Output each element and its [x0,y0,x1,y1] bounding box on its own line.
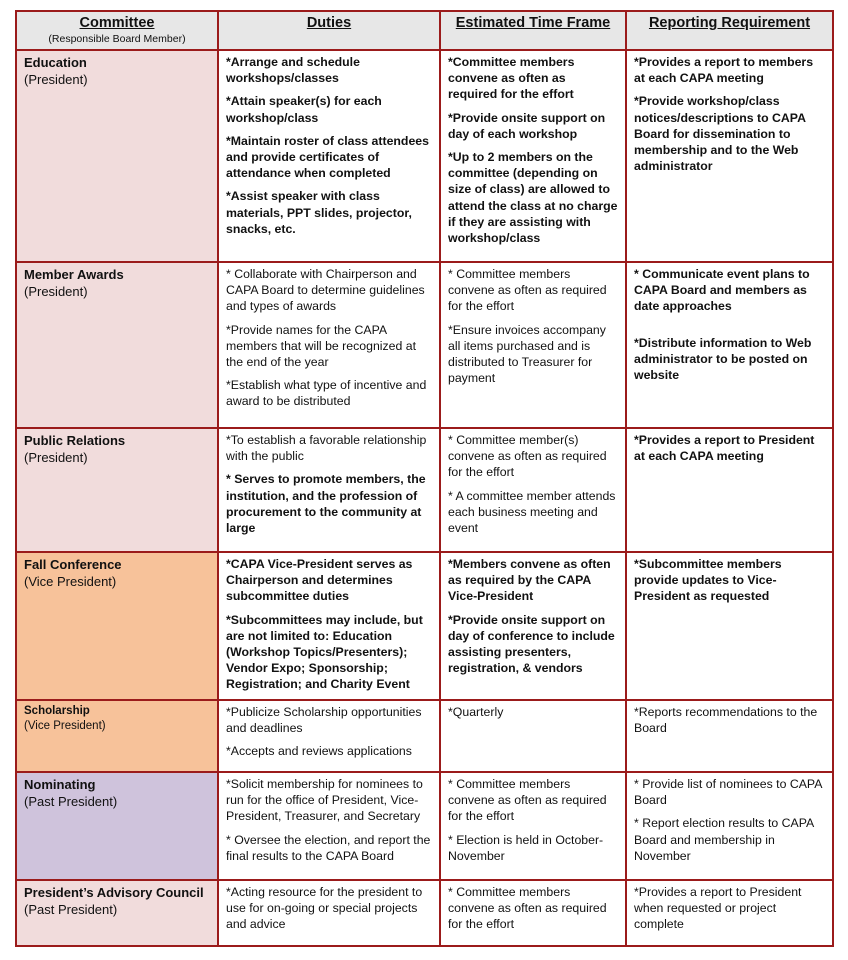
reporting-cell [626,880,833,946]
committee-cell [16,880,218,946]
time-item: *Provide onsite support on day of each workshop [448,110,606,141]
time-item: *Ensure invoices accompany all items purchased and is distributed to Treasurer for payment [448,322,606,386]
duty-item: *Accepts and reviews applications [226,744,412,759]
table-row-public-relations [16,428,833,552]
time-item: * Committee members convene as often as required for the effort [448,777,607,824]
time-frame-cell [440,428,626,552]
time-frame-cell [440,772,626,880]
time-frame-cell [440,700,626,772]
duties-cell [218,428,440,552]
header-reporting-label: Reporting Requirement [648,15,811,31]
reporting-item: *Provides a report to President at each CAPA meeting [634,433,815,464]
duty-item: *Provide names for the CAPA members that will be recognized at the end of the year [226,322,417,370]
duty-item: *Maintain roster of class attendees and provide certificates of attendance when completed [226,133,429,181]
time-item: * Committee members convene as often as required for the effort [448,267,607,314]
duties-cell [218,880,440,946]
duty-item: *CAPA Vice-President serves as Chairperson and determines subcommittee duties [226,557,413,604]
header-reporting [626,11,833,50]
committee-name: Public Relations [24,433,126,448]
header-duties [218,11,440,50]
committee-name: Member Awards [24,267,124,282]
committee-cell [16,552,218,700]
responsible-member: (Past President) [24,794,118,809]
time-frame-cell [440,552,626,700]
responsible-member: (President) [24,450,88,465]
table-row-presidents-advisory-council [16,880,833,946]
reporting-item: *Distribute information to Web administrator to be posted on website [634,335,812,383]
reporting-item: * Provide list of nominees to CAPA Board [634,777,822,808]
reporting-cell [626,552,833,700]
committee-name: Fall Conference [24,557,122,572]
duty-item: *Acting resource for the president to use for on-going or special projects and advice [226,885,423,932]
reporting-item: *Provides a report to members at each CAPA meeting [634,55,814,86]
duty-item: *Attain speaker(s) for each workshop/class [226,94,382,125]
reporting-cell [626,262,833,428]
table-row-scholarship [16,700,833,772]
committee-cell [16,50,218,262]
committee-cell [16,428,218,552]
time-item: *Quarterly [448,705,504,719]
reporting-item: * Communicate event plans to CAPA Board and members as date approaches [634,267,810,314]
time-frame-cell [440,880,626,946]
duty-item: * Oversee the election, and report the final results to the CAPA Board [226,832,431,863]
responsible-member: (Vice President) [24,574,117,589]
reporting-cell [626,428,833,552]
header-row [16,11,833,50]
duty-item: * Serves to promote members, the institution, and the profession of procurement to the community at large [226,472,426,536]
duties-cell [218,262,440,428]
responsible-member: (Vice President) [24,720,106,732]
committee-table [15,10,834,947]
committee-document [15,10,834,947]
time-item: * A committee member attends each business meeting and event [448,488,616,536]
reporting-cell [626,50,833,262]
reporting-cell [626,700,833,772]
duty-item: *Establish what type of incentive and award to be distributed [226,378,427,409]
table-row-member-awards [16,262,833,428]
committee-cell [16,700,218,772]
duties-cell [218,700,440,772]
duty-item: *Publicize Scholarship opportunities and deadlines [226,705,422,736]
committee-name: President’s Advisory Council [24,885,204,900]
reporting-item: *Reports recommendations to the Board [634,705,818,736]
time-frame-cell [440,262,626,428]
committee-name: Scholarship [24,705,90,717]
responsible-member: (President) [24,284,88,299]
header-committee-label: Committee [79,15,155,31]
table-row-nominating [16,772,833,880]
duty-item: *Arrange and schedule workshops/classes [226,55,360,86]
time-item: *Committee members convene as often as required for the effort [448,55,575,102]
duties-cell [218,552,440,700]
reporting-item: *Subcommittee members provide updates to Vice-President as requested [634,557,782,604]
time-item: * Election is held in October-November [448,832,604,863]
header-time-frame [440,11,626,50]
committee-name: Nominating [24,777,96,792]
reporting-cell [626,772,833,880]
duty-item: *To establish a favorable relationship with the public [226,433,427,464]
header-duties-label: Duties [306,15,352,31]
committee-cell [16,262,218,428]
time-item: * Committee members convene as often as required for the effort [448,885,607,932]
header-committee-sublabel: (Responsible Board Member) [48,33,186,45]
time-item: *Members convene as often as required by the CAPA Vice-President [448,557,611,604]
header-committee [16,11,218,50]
responsible-member: (President) [24,72,88,87]
duty-item: *Subcommittees may include, but are not limited to: Education (Workshop Topics/Presenters); Vendor Expo; Sponsorship; Registration; and Charity Event [226,612,423,692]
committee-cell [16,772,218,880]
time-item: *Up to 2 members on the committee (depending on size of class) are allowed to attend the class at no charge if they are assisting with workshop/class [448,150,618,246]
reporting-item: * Report election results to CAPA Board and membership in November [634,816,814,863]
time-item: *Provide onsite support on day of conference to include assisting presenters, registration, & vendors [448,612,615,676]
duties-cell [218,772,440,880]
time-item: * Committee member(s) convene as often as required for the effort [448,433,607,480]
responsible-member: (Past President) [24,902,118,917]
time-frame-cell [440,50,626,262]
table-row-fall-conference [16,552,833,700]
duty-item: *Solicit membership for nominees to run for the office of President, Vice-President, Treasurer, and Secretary [226,777,423,824]
committee-name: Education [24,55,87,70]
reporting-item: *Provide workshop/class notices/descriptions to CAPA Board for dissemination to membership and to the Web administrator [634,94,806,174]
duty-item: *Assist speaker with class materials, PPT slides, projector, snacks, etc. [226,189,412,236]
duties-cell [218,50,440,262]
table-row-education [16,50,833,262]
header-time-frame-label: Estimated Time Frame [455,15,611,31]
duty-item: * Collaborate with Chairperson and CAPA Board to determine guidelines and types of awards [226,267,425,314]
reporting-item: *Provides a report to President when requested or project complete [634,885,802,932]
